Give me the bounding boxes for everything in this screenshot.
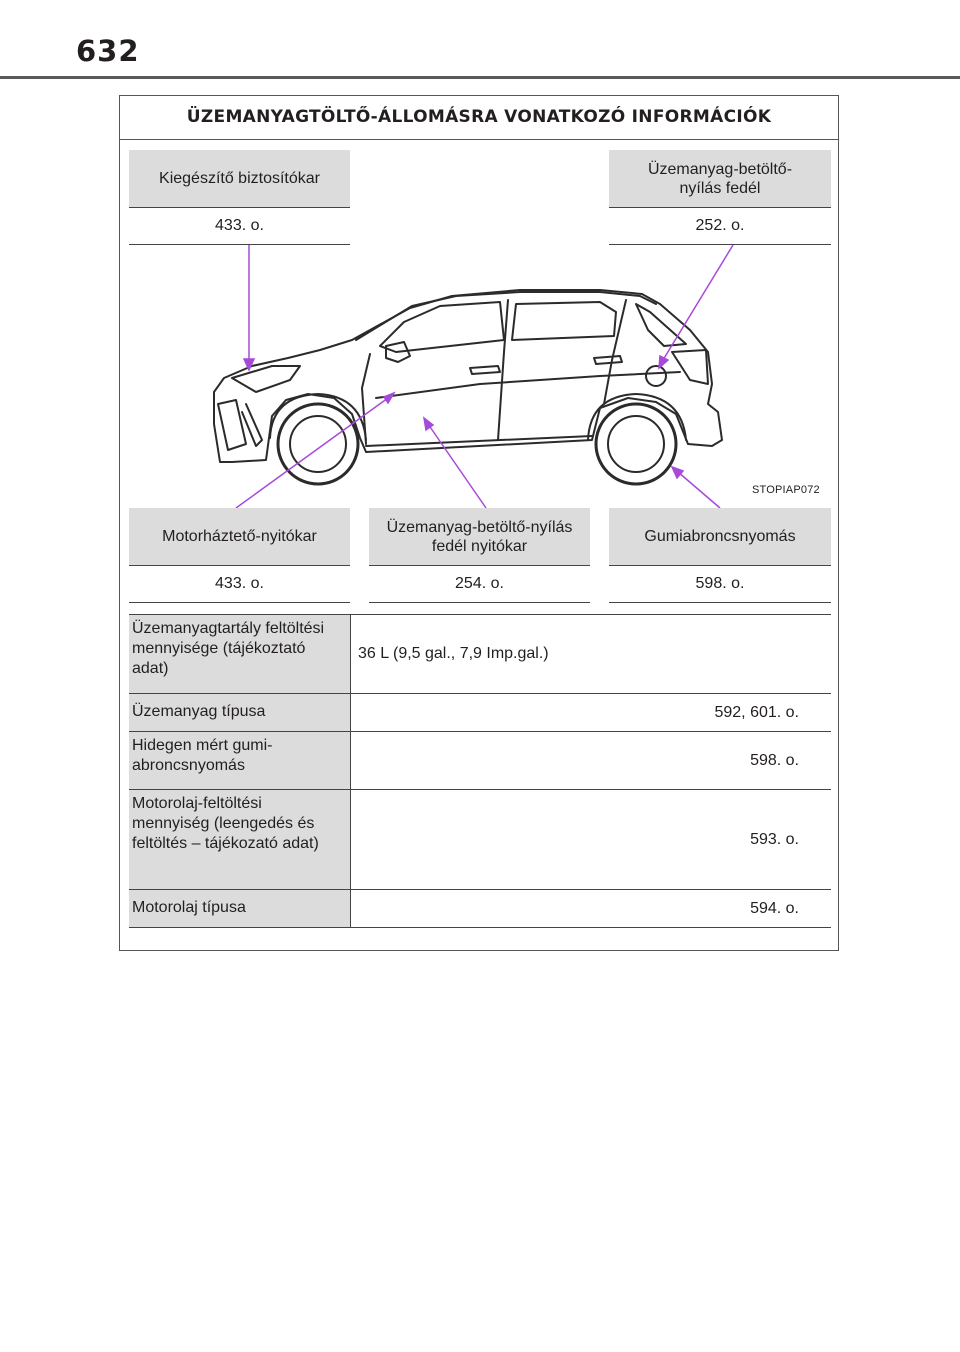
figure-code: STOPIAP072 (752, 484, 820, 496)
callout-page-aux-fuse-lever: 433. o. (129, 208, 350, 245)
spec-value-fuel-capacity: 36 L (9,5 gal., 7,9 Imp.gal.) (358, 645, 549, 662)
callout-label-fuel-door: Üzemanyag-betöltő-nyílás fedél (609, 150, 831, 208)
section-title: ÜZEMANYAGTÖLTŐ-ÁLLOMÁSRA VONATKOZÓ INFORMÁCIÓK (119, 95, 839, 140)
table-row (129, 790, 831, 890)
callout-page-tire-pressure: 598. o. (609, 566, 831, 603)
callout-page-fuel-door: 252. o. (609, 208, 831, 245)
spec-value-fuel-type: 592, 601. o. (714, 703, 799, 721)
spec-label-oil-type: Motorolaj típusa (129, 890, 351, 927)
table-row (129, 615, 831, 694)
spec-label-fuel-type: Üzemanyag típusa (129, 694, 351, 731)
table-row (129, 890, 831, 928)
callout-label-aux-fuse-lever: Kiegészítő biztosítókar (129, 150, 350, 208)
callout-page-fuel-door-opener: 254. o. (369, 566, 590, 603)
callout-label-tire-pressure: Gumiabroncsnyomás (609, 508, 831, 566)
callout-label-hood-release: Motorháztető-nyitókar (129, 508, 350, 566)
header-rule (0, 76, 960, 79)
page-number: 632 (76, 34, 140, 68)
callout-label-fuel-door-opener: Üzemanyag-betöltő-nyílás fedél nyitókar (369, 508, 590, 566)
spec-table (129, 614, 831, 928)
spec-value-cold-tire-pressure: 598. o. (750, 751, 799, 769)
spec-label-fuel-capacity: Üzemanyagtartály feltöltési mennyisége (tájékoztató adat) (129, 615, 351, 693)
spec-label-oil-capacity: Motorolaj-feltöltési mennyiség (leengedés és feltöltés – tájékozató adat) (129, 790, 351, 889)
spec-value-oil-type: 594. o. (750, 899, 799, 917)
spec-label-cold-tire-pressure: Hidegen mért gumi-abroncsnyomás (129, 732, 351, 789)
callout-page-hood-release: 433. o. (129, 566, 350, 603)
table-row (129, 732, 831, 790)
spec-value-oil-capacity: 593. o. (750, 830, 799, 848)
table-row (129, 694, 831, 732)
